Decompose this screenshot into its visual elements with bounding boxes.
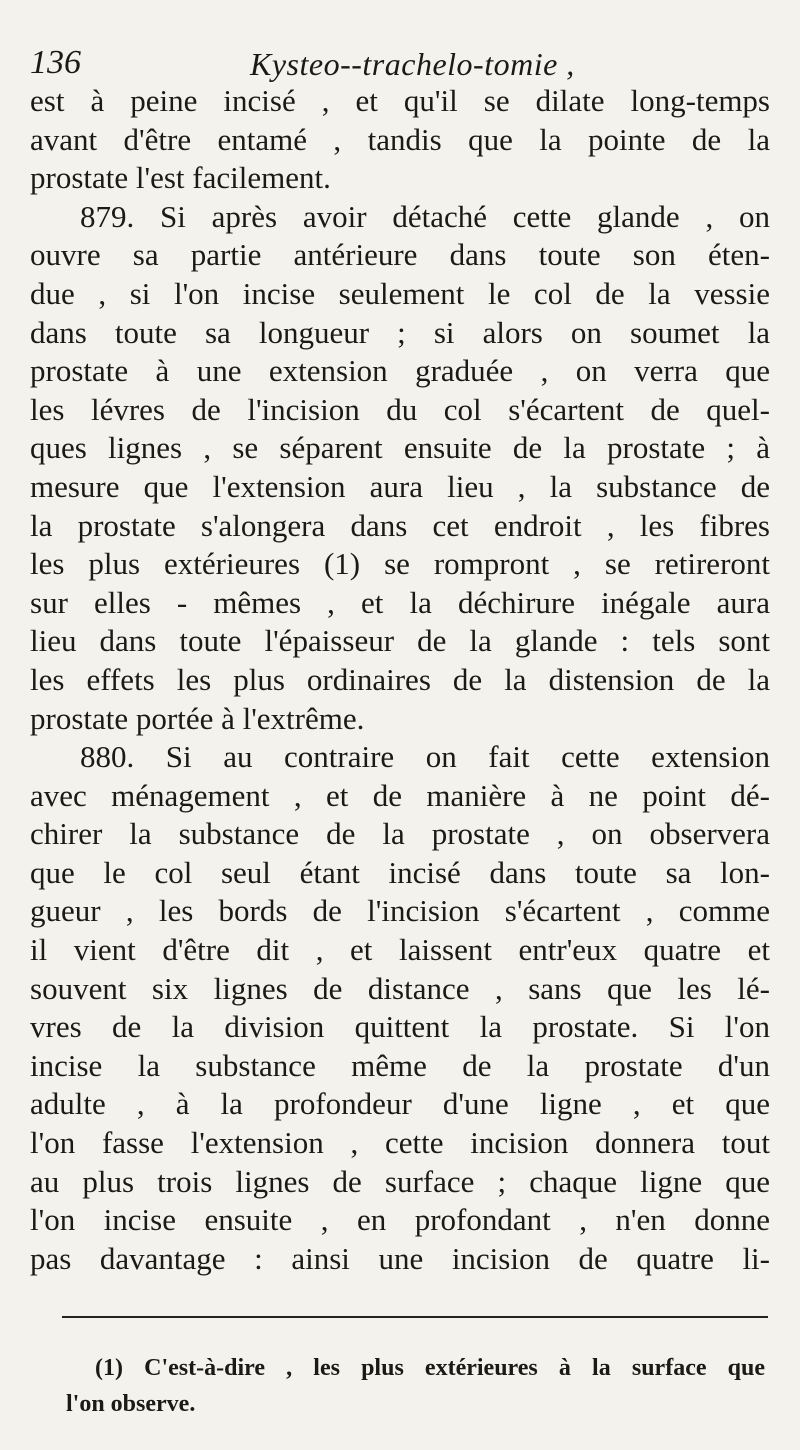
paragraph-879-start: 879. Si après avoir détaché cette glande , on (80, 198, 770, 234)
paragraph-880-start: 880. Si au contraire on fait cette extension (80, 739, 770, 775)
text-line: l'on incise ensuite , en profondant , n'en donne (30, 1202, 770, 1238)
text-line: avec ménagement , et de manière à ne point dé- (30, 777, 770, 813)
text-line: sur elles - mêmes , et la déchirure inégale aura (30, 584, 770, 620)
text-line: les effets les plus ordinaires de la distension de la (30, 661, 770, 697)
text-line: les plus extérieures (1) se rompront , se retireront (30, 546, 770, 582)
text-line: que le col seul étant incisé dans toute sa lon- (30, 854, 770, 890)
text-line: incise la substance même de la prostate d'un (30, 1047, 770, 1083)
text-line: vres de la division quittent la prostate. Si l'on (30, 1009, 770, 1045)
text-line: adulte , à la profondeur d'une ligne , et que (30, 1086, 770, 1122)
text-line: pas davantage : ainsi une incision de quatre li- (30, 1240, 770, 1276)
text-line: souvent six lignes de distance , sans que les lé- (30, 970, 770, 1006)
text-line: il vient d'être dit , et laissent entr'eux quatre et (30, 932, 770, 968)
text-line: ques lignes , se séparent ensuite de la prostate ; à (30, 430, 770, 466)
text-line: prostate l'est facilement. (30, 160, 331, 196)
footnote-line: (1) C'est-à-dire , les plus extérieures à la surface que (95, 1355, 765, 1381)
footnote-line: l'on observe. (66, 1391, 196, 1417)
page-number: 136 (30, 44, 81, 81)
footnote-divider (62, 1316, 768, 1318)
text-line: au plus trois lignes de surface ; chaque ligne que (30, 1163, 770, 1199)
text-line: lieu dans toute l'épaisseur de la glande : tels sont (30, 623, 770, 659)
running-title: Kysteo--trachelo-tomie , (250, 46, 575, 82)
text-line: prostate à une extension graduée , on verra que (30, 353, 770, 389)
text-line: est à peine incisé , et qu'il se dilate long-temps (30, 83, 770, 118)
text-line: gueur , les bords de l'incision s'écartent , comme (30, 893, 770, 929)
text-line: chirer la substance de la prostate , on observera (30, 816, 770, 852)
text-line: due , si l'on incise seulement le col de la vessie (30, 275, 770, 311)
text-line: dans toute sa longueur ; si alors on soumet la (30, 314, 770, 350)
text-line: mesure que l'extension aura lieu , la substance de (30, 468, 770, 504)
text-line: avant d'être entamé , tandis que la pointe de la (30, 121, 770, 157)
footnote (66, 1350, 765, 1422)
text-line: les lévres de l'incision du col s'écartent de quel- (30, 391, 770, 427)
text-line: prostate portée à l'extrême. (30, 700, 365, 736)
body-text (30, 82, 770, 1278)
text-line: la prostate s'alongera dans cet endroit , les fibres (30, 507, 770, 543)
text-line: ouvre sa partie antérieure dans toute son éten- (30, 237, 770, 273)
text-line: l'on fasse l'extension , cette incision donnera tout (30, 1125, 770, 1161)
